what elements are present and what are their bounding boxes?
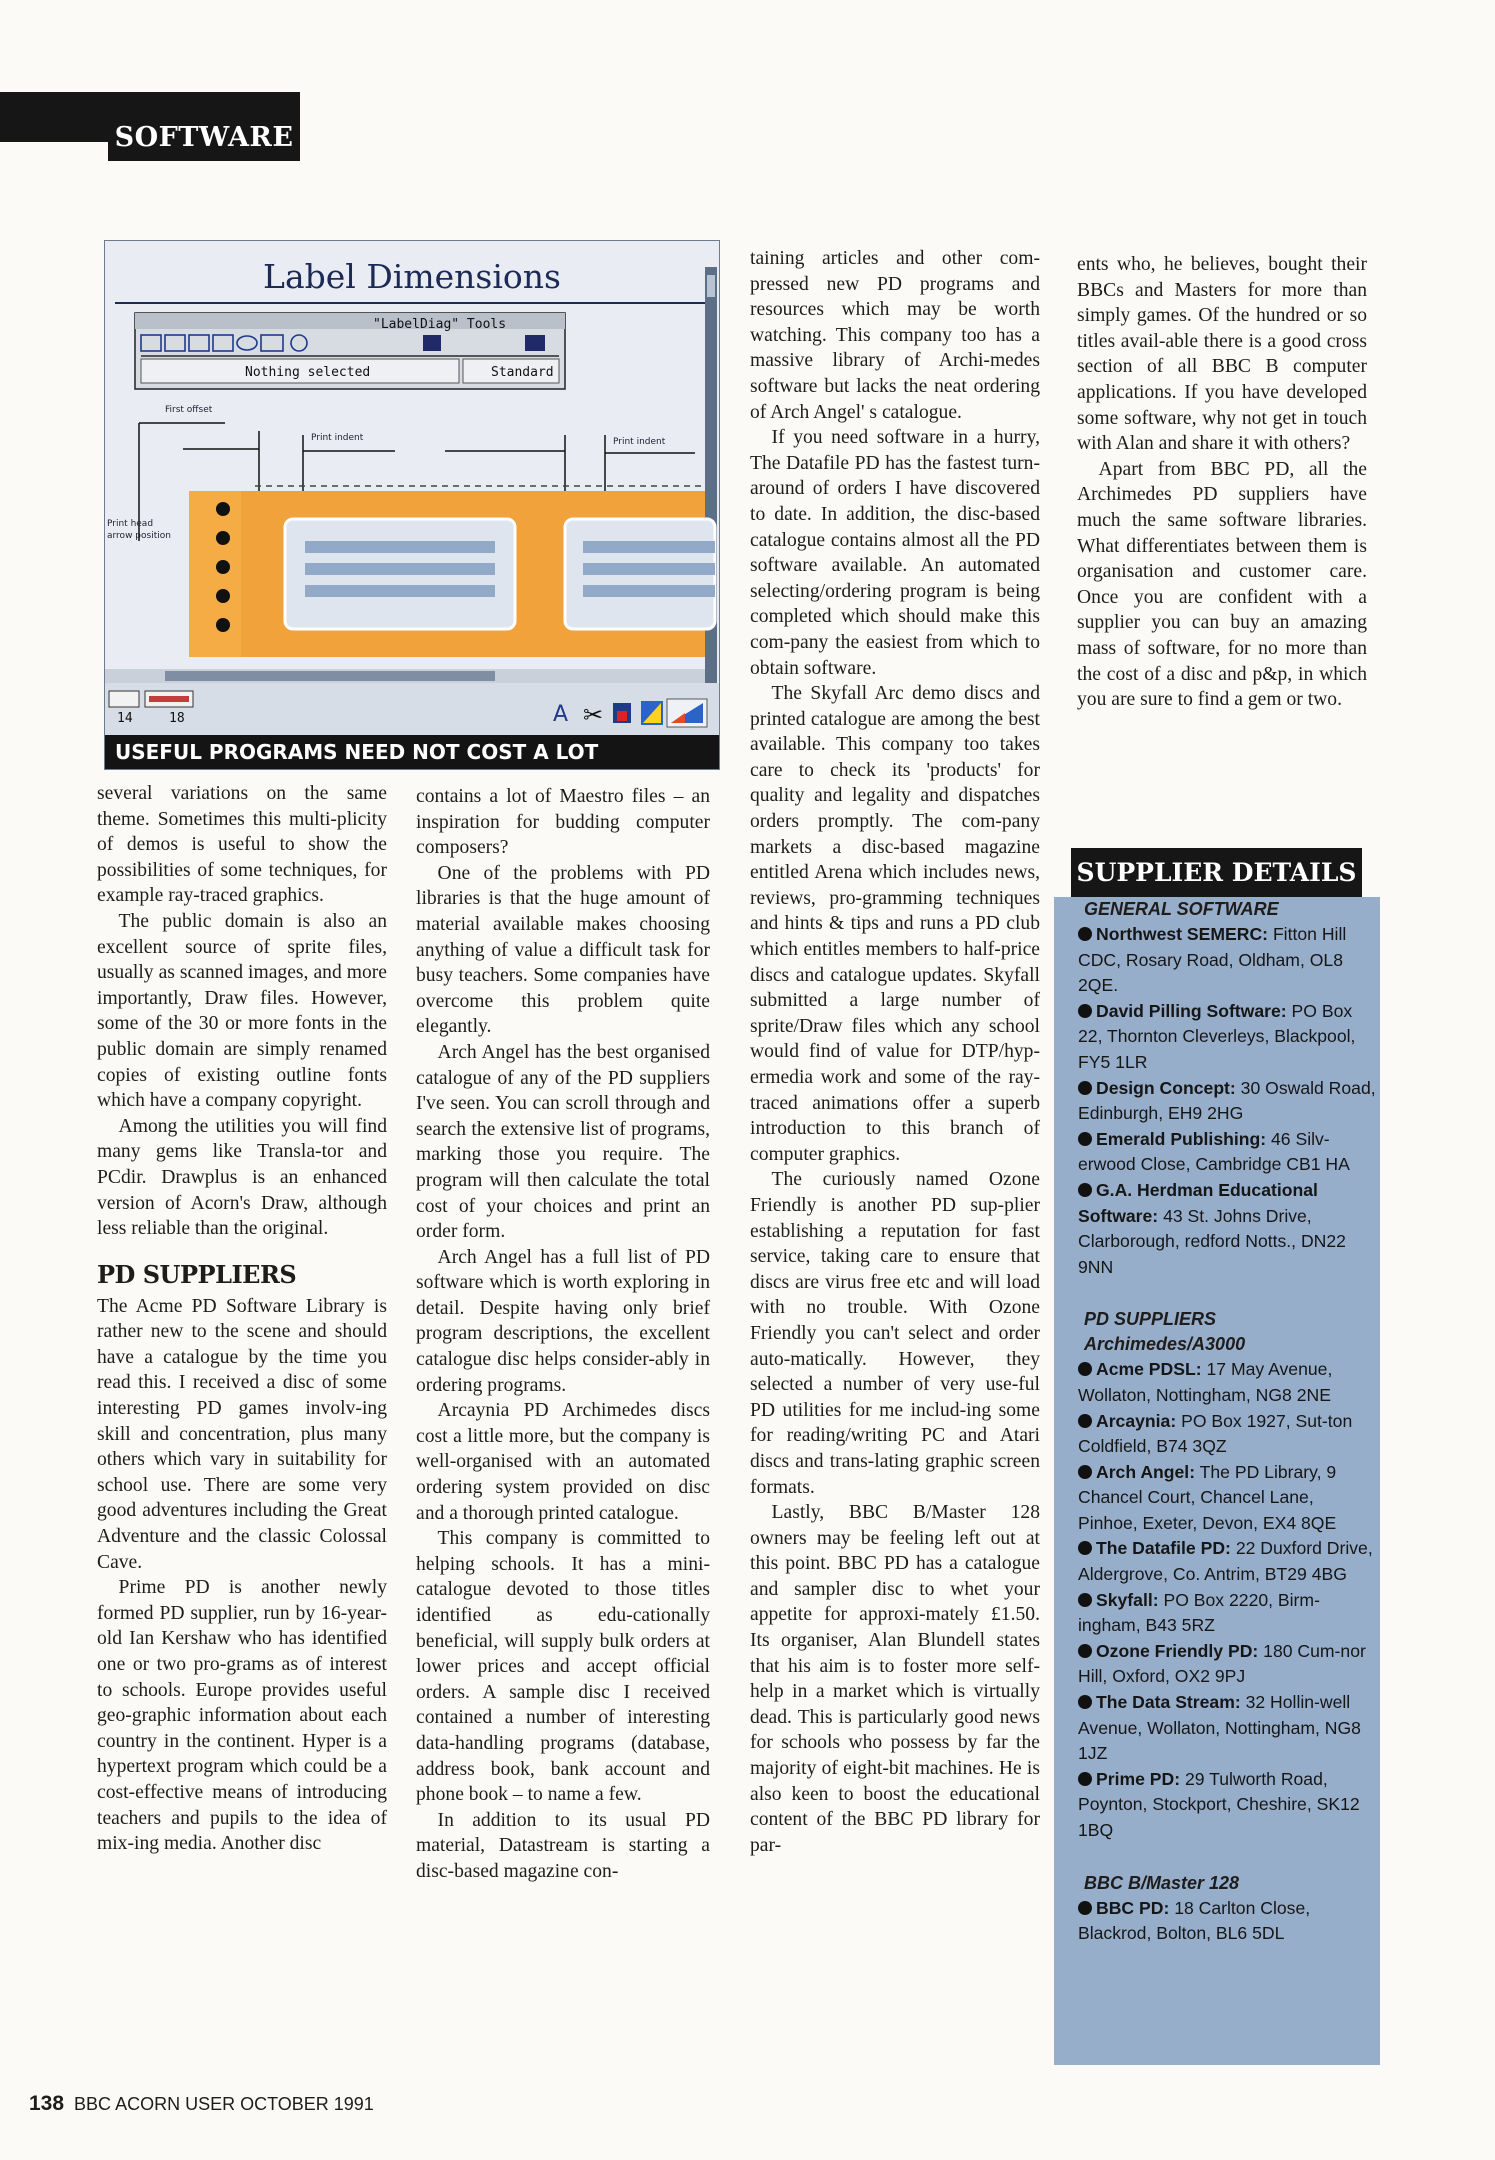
supplier-name: Prime PD: — [1096, 1768, 1181, 1789]
bullet-icon — [1078, 1132, 1092, 1146]
article-column-1 — [97, 781, 387, 1857]
supplier-name: Arcaynia: — [1096, 1410, 1177, 1431]
supplier-name: Ozone Friendly PD: — [1096, 1640, 1259, 1661]
supplier-name: David Pilling Software: — [1096, 1000, 1287, 1021]
supplier-address: 32 Hollin-well Avenue, Wollaton, Nottingham, NG8 1JZ — [1078, 1692, 1361, 1764]
supplier-address: 180 Cum-nor Hill, Oxford, OX2 9PJ — [1078, 1640, 1366, 1687]
paragraph: ents who, he believes, bought their BBCs and Masters for more than simply games. Of the hundred or so titles avail-able there is a good cross section of all BBC B computer applications. If you have developed some software, why not get in touch with Alan and share it with others? — [1077, 254, 1367, 455]
annotation-first-offset: First offset — [165, 405, 213, 415]
category-pd-suppliers: PD SUPPLIERS — [1084, 1309, 1217, 1330]
bullet-icon — [1078, 1465, 1092, 1479]
paragraph: Prime PD is another newly formed PD supplier, run by 16-year-old Ian Kershaw who has identified one or two pro-grams as of interest to schools. Europe provides useful geo-graphic information about each country in the continent. Hyper is a hypertext program which could be a cost-effective means of introducing teachers and pupils to the idea of mix-ing media. Another disc — [97, 1577, 387, 1855]
annotation-arrow-position: arrow position — [107, 531, 171, 541]
bullet-icon — [1078, 1901, 1092, 1915]
supplier-entry — [1078, 1767, 1376, 1844]
supplier-address: PO Box 22, Thornton Cleverleys, Blackpool, FY5 1LR — [1078, 1000, 1356, 1072]
paragraph: One of the problems with PD libraries is that the huge amount of material available makes choosing anything of value a difficult task for busy teachers. Some companies have overcome this problem quite elegantly. — [416, 862, 710, 1038]
supplier-entry — [1078, 1639, 1376, 1690]
supplier-name: G.A. Herdman Educational Software: — [1078, 1179, 1318, 1226]
supplier-entry — [1078, 1409, 1376, 1460]
category-bbc-master: BBC B/Master 128 — [1084, 1872, 1240, 1893]
supplier-details-box — [1054, 897, 1380, 2065]
section-label: SOFTWARE — [108, 115, 300, 161]
bullet-icon — [1078, 1362, 1092, 1376]
paragraph: taining articles and other com-pressed new PD programs and resources which may be worth watching. This company too has a massive library of Archi-medes software but lacks the neat ordering of Arch Angel' s catalogue. — [750, 248, 1040, 423]
svg-text:✂: ✂ — [583, 701, 604, 729]
toolbox-status: Nothing selected — [245, 365, 371, 380]
bbc-suppliers-list — [1078, 1896, 1376, 1947]
supplier-name: Skyfall: — [1096, 1589, 1159, 1610]
category-archimedes: Archimedes/A3000 — [1084, 1334, 1246, 1355]
figure-caption: USEFUL PROGRAMS NEED NOT COST A LOT — [105, 735, 719, 769]
paragraph: The curiously named Ozone Friendly is another PD sup-plier establishing a reputation for fast service, taking care to ensure that discs are virus free etc and will load with no trouble. With Ozone Friendly you can't select and order auto-matically. However, they selected a number of very use-ful PD utilities for me includ-ing some for reading/writing PC and Atari discs and trans-lating graphic screen formats. — [750, 1169, 1040, 1498]
supplier-name: Design Concept: — [1096, 1077, 1236, 1098]
svg-text:A: A — [553, 702, 569, 727]
paragraph: In addition to its usual PD material, Datastream is starting a disc-based magazine con- — [416, 1809, 710, 1882]
pd-suppliers-list — [1078, 1357, 1376, 1843]
supplier-name: Arch Angel: — [1096, 1461, 1196, 1482]
supplier-entry — [1078, 1076, 1376, 1127]
bullet-icon — [1078, 927, 1092, 941]
supplier-entry — [1078, 1357, 1376, 1408]
annotation-print-indent-2: Print indent — [613, 437, 666, 447]
toolbox-title: "LabelDiag" Tools — [373, 317, 507, 332]
paragraph: If you need software in a hurry, The Datafile PD has the fastest turn-around of orders I have discovered to date. In addition, the disc-based catalogue contains almost all the PD software available. An automated selecting/ordering program is being completed which should make this com-pany the easiest from which to obtain software. — [750, 427, 1040, 679]
supplier-address: 43 St. Johns Drive, Clarborough, redford Notts., DN22 9NN — [1078, 1205, 1346, 1277]
paragraph: Among the utilities you will find many gems like Transla-tor and PCdir. Drawplus is an enhanced version of Acorn's Draw, although less reliable than the original. — [97, 1115, 387, 1240]
bullet-icon — [1078, 1772, 1092, 1786]
bullet-icon — [1078, 1081, 1092, 1095]
paragraph: contains a lot of Maestro files – an inspiration for budding computer composers? — [416, 786, 710, 859]
paragraph: Apart from BBC PD, all the Archimedes PD suppliers have much the same software libraries. What differentiates between them is organisation and customer care. Once you are confident with a supplier you can buy an amazing mass of software, for no more than the cost of a disc and p&p, in which you are sure to find a gem or two. — [1077, 458, 1367, 711]
supplier-entry — [1078, 1460, 1376, 1537]
bullet-icon — [1078, 1644, 1092, 1658]
ruler-mark-14: 14 — [117, 711, 133, 726]
publication-line: BBC ACORN USER OCTOBER 1991 — [74, 2094, 374, 2114]
supplier-address: PO Box 2220, Birm-ingham, B43 5RZ — [1078, 1589, 1320, 1636]
article-column-3 — [750, 246, 1040, 1858]
supplier-entry — [1078, 1896, 1376, 1947]
supplier-address: 18 Carlton Close, Blackrod, Bolton, BL6 5DL — [1078, 1897, 1311, 1944]
article-column-4 — [1077, 252, 1367, 713]
supplier-name: The Datafile PD: — [1096, 1538, 1231, 1559]
supplier-address: 46 Silv-erwood Close, Cambridge CB1 HA — [1078, 1128, 1350, 1175]
supplier-address: 17 May Avenue, Wollaton, Nottingham, NG8 2NE — [1078, 1359, 1333, 1405]
supplier-address: 29 Tulworth Road, Poynton, Stockport, Cheshire, SK12 1BQ — [1078, 1768, 1360, 1840]
supplier-address: 22 Duxford Drive, Aldergrove, Co. Antrim, BT29 4BG — [1078, 1538, 1373, 1585]
general-software-list — [1078, 922, 1376, 1280]
supplier-name: Emerald Publishing: — [1096, 1128, 1267, 1149]
page-footer — [29, 2092, 374, 2116]
paragraph: Arcaynia PD Archimedes discs cost a little more, but the company is well-organised with an automated ordering system provided on disc and a thorough printed catalogue. — [416, 1400, 710, 1524]
bullet-icon — [1078, 1414, 1092, 1428]
supplier-address: Fitton Hill CDC, Rosary Road, Oldham, OL8 2QE. — [1078, 924, 1347, 996]
paragraph: The Acme PD Software Library is rather new to the scene and should have a catalogue by the time you read this. I received a disc of some interesting PD games involv-ing skill and concentration, plus many others which vary in suitability for school use. There are some very good adventures including the Great Adventure and the classic Colossal Cave. — [97, 1295, 387, 1573]
paragraph: several variations on the same theme. Sometimes this multi-plicity of demos is useful to show the possibilities of some techniques, for example ray-traced graphics. — [97, 783, 387, 907]
annotation-print-indent: Print indent — [311, 433, 364, 443]
ruler-mark-18: 18 — [169, 711, 185, 726]
subheading-pd-suppliers: PD SUPPLIERS — [97, 1259, 297, 1289]
figure-title: Label Dimensions — [263, 257, 561, 296]
bullet-icon — [1078, 1593, 1092, 1607]
toolbox-mode: Standard — [491, 365, 554, 380]
bullet-icon — [1078, 1004, 1092, 1018]
supplier-entry — [1078, 999, 1376, 1076]
paragraph: Arch Angel has a full list of PD software which is worth exploring in detail. Despite having only brief program descriptions, the excellent catalogue disc helps consider-ably in ordering programs. — [416, 1246, 710, 1396]
article-column-2 — [416, 784, 710, 1885]
supplier-address: 30 Oswald Road, Edinburgh, EH9 2HG — [1078, 1077, 1376, 1124]
supplier-name: Acme PDSL: — [1096, 1359, 1202, 1380]
supplier-entry — [1078, 1690, 1376, 1767]
supplier-entry — [1078, 1127, 1376, 1178]
paragraph: The public domain is also an excellent source of sprite files, usually as scanned images, and more importantly, Draw files. However, some of the 30 or more fonts in the public domain are simply renamed copies of existing outline fonts which have a company copyright. — [97, 910, 387, 1112]
supplier-name: The Data Stream: — [1096, 1692, 1241, 1713]
paragraph: Lastly, BBC B/Master 128 owners may be feeling left out at this point. BBC PD has a catalogue and sampler disc to whet your appetite for approxi-mately £1.50. Its organiser, Alan Blundell states that his aim is to foster more self-help in a market which is virtually dead. This is particularly good news for schools who possess by far the majority of eight-bit machines. He is also keen to boost the educational content of the BBC PD library for par- — [750, 1502, 1040, 1856]
annotation-print-head: Print head — [107, 519, 154, 529]
page-number: 138 — [29, 2092, 65, 2115]
supplier-entry — [1078, 1588, 1376, 1639]
supplier-name: Northwest SEMERC: — [1096, 924, 1269, 944]
bullet-icon — [1078, 1541, 1092, 1555]
supplier-address: The PD Library, 9 Chancel Court, Chancel Lane, Pinhoe, Exeter, Devon, EX4 8QE — [1078, 1461, 1337, 1533]
category-general-software: GENERAL SOFTWARE — [1084, 899, 1279, 919]
supplier-entry — [1078, 1536, 1376, 1587]
paragraph: The Skyfall Arc demo discs and printed catalogue are among the best available. This company too takes care to check its 'products' for quality and legality and dispatches orders promptly. The com-pany markets a disc-based magazine entitled Arena which includes news, reviews, pro-gramming techniques and hints & tips and runs a PD club which entitles members to half-price discs and catalogue updates. Skyfall submitted a large number of sprite/Draw files which any school would find of value for DTP/hyp-ermedia work and some of the ray-traced animations offer a superb introduction to this branch of computer graphics. — [750, 683, 1040, 1165]
supplier-entry — [1078, 1178, 1376, 1280]
bullet-icon — [1078, 1695, 1092, 1709]
supplier-address: PO Box 1927, Sut-ton Coldfield, B74 3QZ — [1078, 1410, 1353, 1457]
paragraph: This company is committed to helping schools. It has a mini-catalogue devoted to those titles identified as edu-cationally beneficial, will supply bulk orders at lower prices and accept official orders. A sample disc I received contained a number of interesting data-handling programs (database, address book, bank account and phone book – to name a few. — [416, 1528, 710, 1806]
screenshot-figure — [104, 240, 720, 770]
paragraph: Arch Angel has the best organised catalogue of any of the PD suppliers I've seen. You can scroll through and search the extensive list of programs, marking those you require. The program will then calculate the total cost of your choices and print an order form. — [416, 1041, 710, 1243]
supplier-name: BBC PD: — [1096, 1897, 1170, 1918]
bullet-icon — [1078, 1183, 1092, 1197]
supplier-entry — [1078, 922, 1376, 999]
supplier-details-heading: SUPPLIER DETAILS — [1071, 848, 1362, 897]
